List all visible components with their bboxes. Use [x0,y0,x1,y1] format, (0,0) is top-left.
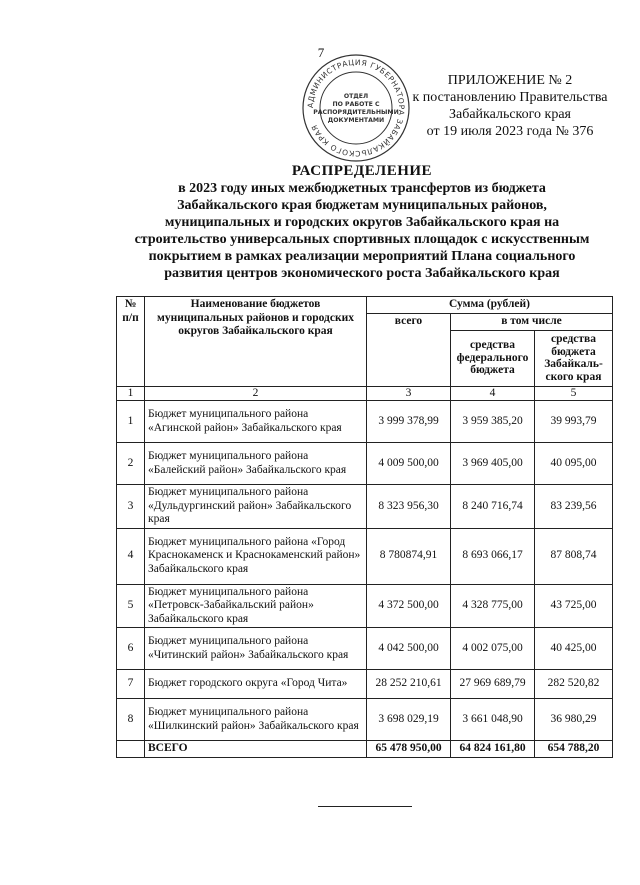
row-number: 5 [117,584,145,628]
amount-total: 3 698 029,19 [367,699,451,741]
table-row [117,670,613,699]
budget-name: Бюджет муниципального района «Балейский район» Забайкальского края [145,443,367,485]
stamp-center-line: ОТДЕЛ [343,93,369,100]
appendix-block [400,72,620,140]
closing-rule [318,806,412,807]
amount-regional: 39 993,79 [535,401,613,443]
table-row [117,443,613,485]
amount-regional: 282 520,82 [535,670,613,699]
amount-federal: 4 328 775,00 [451,584,535,628]
amount-federal: 8 693 066,17 [451,528,535,584]
column-number: 1 [117,386,145,401]
row-number: 2 [117,443,145,485]
table-row [117,401,613,443]
budget-name: Бюджет муниципального района «Шилкинский район» Забайкальского края [145,699,367,741]
amount-regional: 36 980,29 [535,699,613,741]
column-number: 5 [535,386,613,401]
header-number: № п/п [117,297,145,387]
budget-name: Бюджет муниципального района «Читинский район» Забайкальского края [145,628,367,670]
amount-total: 3 999 378,99 [367,401,451,443]
grand-total-regional: 654 788,20 [535,741,613,758]
total-row-number [117,741,145,758]
grand-total: 65 478 950,00 [367,741,451,758]
budget-name: Бюджет муниципального района «Город Краснокаменск и Краснокаменский район» Забайкальского края [145,528,367,584]
appendix-line-3: от 19 июля 2023 года № 376 [426,124,594,139]
header-total: всего [367,314,451,387]
amount-regional: 87 808,74 [535,528,613,584]
row-number: 8 [117,699,145,741]
total-label: ВСЕГО [145,741,367,758]
appendix-title: ПРИЛОЖЕНИЕ № 2 [447,73,573,88]
amount-total: 4 042 500,00 [367,628,451,670]
amount-federal: 3 969 405,00 [451,443,535,485]
stamp-center-line: ПО РАБОТЕ С [332,101,380,108]
heading-line: муниципальных и городских округов Забайкальского края на [164,215,560,230]
budget-name: Бюджет муниципального района «Агинской район» Забайкальского края [145,401,367,443]
amount-federal: 3 661 048,90 [451,699,535,741]
amount-total: 28 252 210,61 [367,670,451,699]
official-stamp [300,52,412,164]
row-number: 1 [117,401,145,443]
header-including: в том числе [451,314,613,331]
amount-federal: 27 969 689,79 [451,670,535,699]
row-number: 7 [117,670,145,699]
grand-total-federal: 64 824 161,80 [451,741,535,758]
column-number: 3 [367,386,451,401]
column-number: 2 [145,386,367,401]
amount-regional: 40 095,00 [535,443,613,485]
appendix-line-2: Забайкальского края [448,107,571,122]
stamp-center-line: РАСПОРЯДИТЕЛЬНЫМИ [313,109,399,116]
heading-line: Забайкальского края бюджетам муниципальных районов, [177,198,547,213]
page-number: 7 [317,45,325,60]
row-number: 6 [117,628,145,670]
amount-regional: 43 725,00 [535,584,613,628]
header-regional: средства бюджета Забайкаль-ского края [535,330,613,386]
header-federal: средства федерального бюджета [451,330,535,386]
heading-line: в 2023 году иных межбюджетных трансфертов из бюджета [178,181,546,196]
stamp-center-line: ДОКУМЕНТАМИ [327,117,385,124]
total-row [117,741,613,758]
amount-federal: 8 240 716,74 [451,485,535,529]
table-row [117,485,613,529]
column-number: 4 [451,386,535,401]
amount-total: 4 009 500,00 [367,443,451,485]
heading-word: РАСПРЕДЕЛЕНИЕ [291,163,433,179]
distribution-table [116,296,613,758]
table-row [117,699,613,741]
appendix-line-1: к постановлению Правительства [412,90,608,105]
amount-regional: 40 425,00 [535,628,613,670]
stamp-ring-text: АДМИНИСТРАЦИЯ ГУБЕРНАТОРА ЗАБАЙКАЛЬСКОГО КРАЯ [305,57,407,159]
header-amount: Сумма (рублей) [367,297,613,314]
amount-total: 8 323 956,30 [367,485,451,529]
budget-name: Бюджет городского округа «Город Чита» [145,670,367,699]
amount-federal: 4 002 075,00 [451,628,535,670]
heading-line: покрытием в рамках реализации мероприятий Плана социального [148,249,576,264]
table-row [117,528,613,584]
budget-name: Бюджет муниципального района «Дульдургинский район» Забайкальского края [145,485,367,529]
amount-total: 8 780874,91 [367,528,451,584]
heading-line: развития центров экономического роста Забайкальского края [164,266,560,281]
heading-line: строительство универсальных спортивных площадок с искусственным [134,232,590,247]
document-heading [112,163,612,282]
table-row [117,628,613,670]
svg-text:ОТДЕЛПО РАБОТЕ СРАСПОРЯДИТЕЛЬН [313,93,399,124]
row-number: 4 [117,528,145,584]
amount-regional: 83 239,56 [535,485,613,529]
header-name: Наименование бюджетов муниципальных районов и городских округов Забайкальского края [145,297,367,387]
table-row [117,584,613,628]
row-number: 3 [117,485,145,529]
amount-federal: 3 959 385,20 [451,401,535,443]
amount-total: 4 372 500,00 [367,584,451,628]
budget-name: Бюджет муниципального района «Петровск-Забайкальский район» Забайкальского края [145,584,367,628]
